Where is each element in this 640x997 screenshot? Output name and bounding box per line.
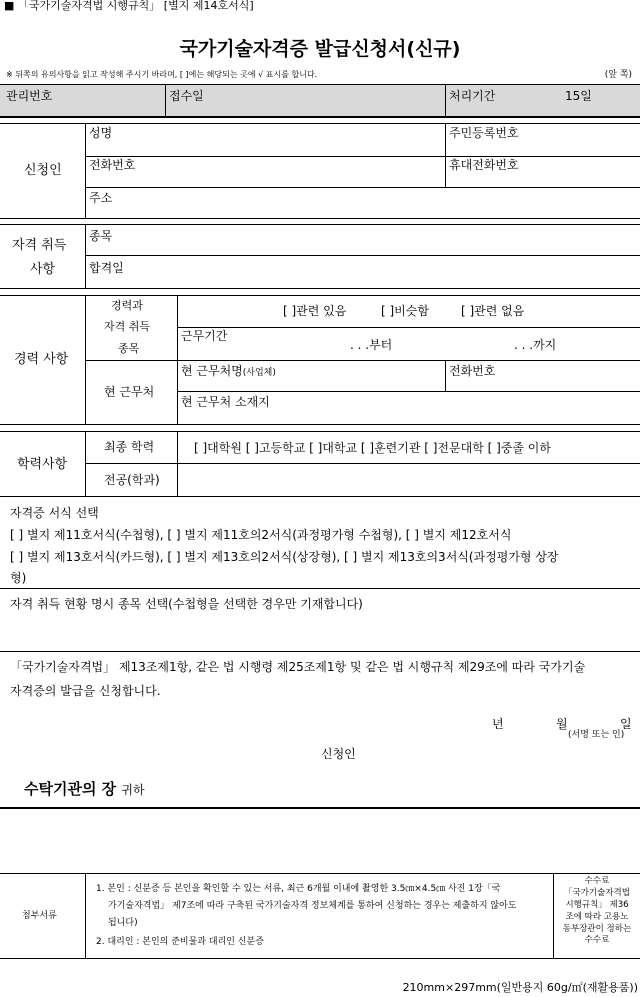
format-options-line-3: 형) — [10, 571, 27, 585]
signature-field[interactable]: (서명 또는 인) — [568, 730, 625, 740]
career-relation-label-1: 경력과 — [111, 299, 143, 312]
attachment-item-1-line-3: 됩니다) — [108, 918, 138, 928]
workplace-phone-field[interactable]: 전화번호 — [449, 364, 496, 378]
specify-items-label[interactable]: 자격 취득 현황 명시 종목 선택(수첩형을 선택한 경우만 기재합니다) — [10, 597, 363, 611]
law-reference: ■ 「국가기술자격법 시행규칙」 [별지 제14호서식] — [4, 0, 254, 12]
pass-date-field[interactable]: 합격일 — [89, 261, 124, 275]
major-label: 전공(학과) — [104, 473, 160, 487]
work-period-to[interactable]: . . .까지 — [514, 338, 557, 352]
declaration-line-1: 「국가기술자격법」 제13조제1항, 같은 법 시행령 제25조제1항 및 같은 법 시행규칙 제29조에 따라 국가기술 — [10, 660, 586, 674]
mobile-field[interactable]: 휴대전화번호 — [449, 158, 519, 172]
fee-line-5: 수수료 — [584, 935, 610, 946]
attachments-label: 첨부서류 — [22, 911, 57, 921]
applicant-section-label: 신청인 — [24, 163, 62, 178]
format-options-line-2[interactable]: [ ] 별지 제13호서식(카드형), [ ] 별지 제13호의2서식(상장형), [ ] 별지 제13호의3서식(과정평가형 상장 — [10, 550, 559, 564]
career-section-label: 경력 사항 — [14, 352, 69, 367]
option-similar[interactable]: [ ]비슷함 — [381, 304, 429, 318]
receipt-date-label: 접수일 — [169, 89, 204, 103]
date-month[interactable]: 월 — [556, 717, 568, 731]
qualification-section-label-1: 자격 취득 — [12, 238, 67, 253]
final-education-label: 최종 학력 — [104, 440, 155, 454]
fee-line-4: 동부장관이 정하는 — [562, 923, 632, 934]
fee-line-1: 「국가기술자격법 — [564, 887, 630, 898]
format-select-label: 자격증 서식 선택 — [10, 506, 99, 520]
declaration-applicant: 신청인 — [321, 747, 356, 761]
page-title: 국가기술자격증 발급신청서(신규) — [179, 38, 461, 60]
career-relation-label-2: 자격 취득 — [104, 320, 151, 333]
notice: ※ 뒤쪽의 유의사항을 읽고 작성해 주시기 바라며, [ ]에는 해당되는 곳에 √ 표시를 합니다. — [6, 70, 318, 79]
declaration-line-2: 자격증의 발급을 신청합니다. — [10, 684, 161, 698]
name-field[interactable]: 성명 — [89, 126, 113, 140]
phone-field[interactable]: 전화번호 — [89, 158, 136, 172]
processing-days: 15일 — [565, 89, 592, 103]
address-field[interactable]: 주소 — [89, 191, 113, 205]
paper-spec: 210mm×297mm(일반용지 60g/㎡(재활용품)) — [402, 981, 638, 994]
processing-period-label: 처리기간 — [449, 89, 496, 103]
fee-line-2: 시행규칙」 제36 — [565, 899, 629, 910]
resident-no-field[interactable]: 주민등록번호 — [449, 126, 519, 140]
qualification-item-field[interactable]: 종목 — [89, 229, 113, 243]
page-side: (앞 쪽) — [604, 70, 632, 80]
attachment-item-1-line-1: 1. 본인 : 신분증 등 본인을 확인할 수 있는 서류, 최근 6개월 이내에 촬영한 3.5㎝×4.5㎝ 사진 1장「국 — [96, 884, 501, 894]
workplace-label: 현 근무처 — [104, 385, 155, 399]
career-relation-label-3: 종목 — [118, 342, 140, 355]
education-options[interactable]: [ ]대학원 [ ]고등학교 [ ]대학교 [ ]훈련기관 [ ]전문대학 [ ]중졸 이하 — [194, 441, 551, 455]
attachment-item-2: 2. 대리인 : 본인의 준비물과 대리인 신분증 — [96, 937, 264, 947]
attachment-item-1-line-2: 가기술자격법」 제7조에 따라 구축된 국가기술자격 정보체계를 통하여 신청하는 경우는 제출하지 않아도 — [108, 901, 517, 911]
office-use-row — [0, 85, 640, 116]
recipient: 수탁기관의 장 귀하 — [24, 780, 145, 798]
format-options-line-1[interactable]: [ ] 별지 제11호서식(수첩형), [ ] 별지 제11호의2서식(과정평가형 수첩형), [ ] 별지 제12호서식 — [10, 528, 512, 542]
work-period-from[interactable]: . . .부터 — [350, 338, 393, 352]
option-related[interactable]: [ ]관련 있음 — [283, 304, 347, 318]
qualification-section-label-2: 사항 — [30, 262, 56, 277]
manage-no-label: 관리번호 — [6, 89, 53, 103]
work-period-label: 근무기간 — [181, 329, 228, 343]
option-unrelated[interactable]: [ ]관련 없음 — [461, 304, 525, 318]
education-section-label: 학력사항 — [17, 457, 68, 472]
date-day[interactable]: 일 — [620, 717, 632, 731]
date-year[interactable]: 년 — [492, 717, 504, 731]
workplace-name-field[interactable]: 현 근무처명(사업체) — [181, 364, 276, 378]
fee-cell — [554, 876, 640, 947]
workplace-address-field[interactable]: 현 근무처 소재지 — [181, 395, 270, 409]
fee-line-3: 조에 따라 고용노 — [565, 911, 629, 922]
fee-title: 수수료 — [584, 876, 610, 886]
